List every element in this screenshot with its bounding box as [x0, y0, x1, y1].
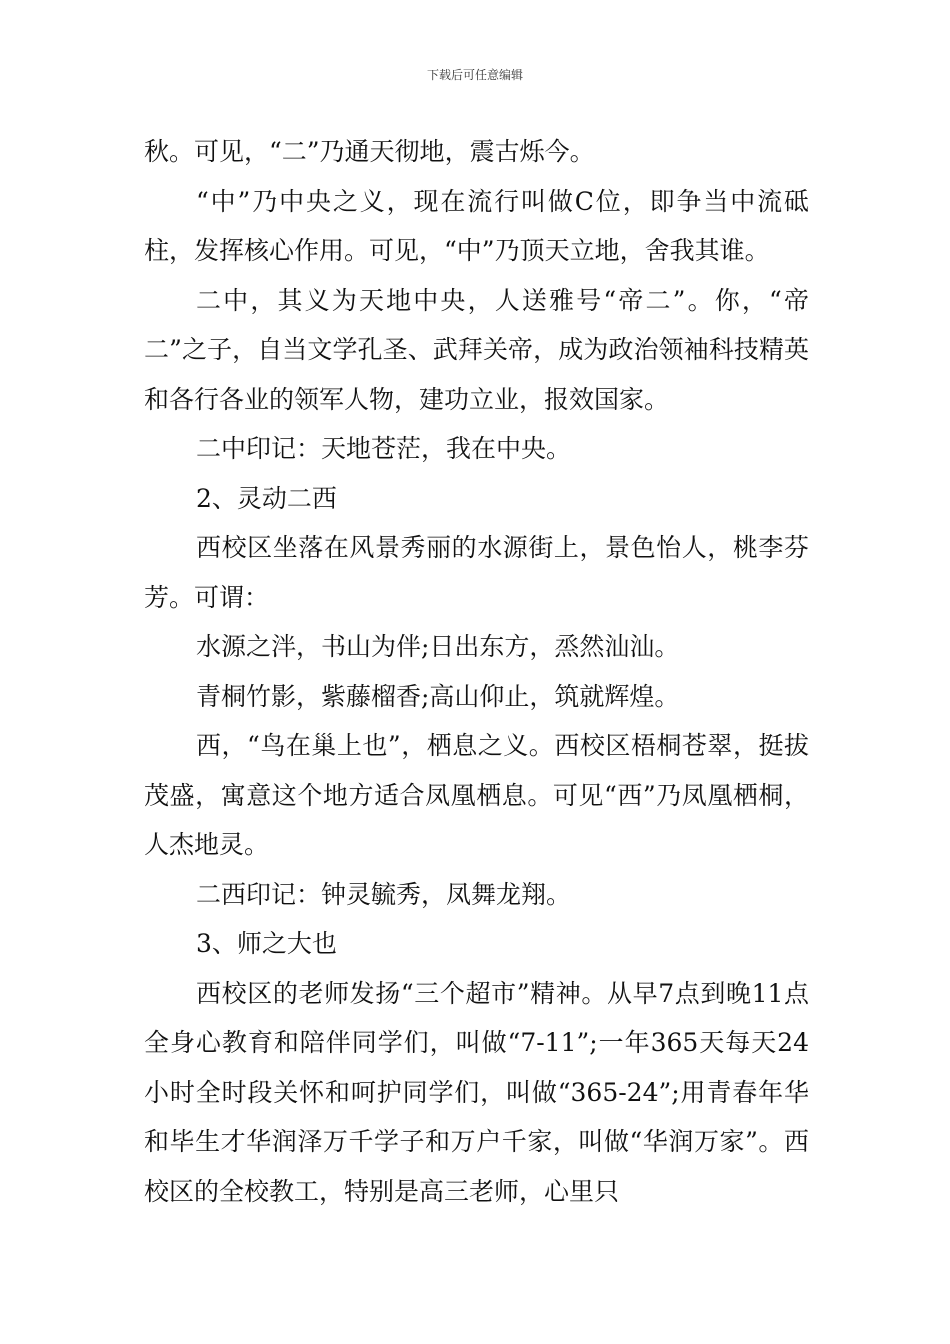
paragraph: 二中，其义为天地中央，人送雅号“帝二”。你，“帝二”之子，自当文学孔圣、武拜关帝，成为政治领袖科技精英和各行各业的领军人物，建功立业，报效国家。 [144, 285, 809, 414]
section-heading: 2、灵动二西 [196, 483, 337, 513]
document-body [144, 127, 809, 1216]
paragraph: 秋。可见，“二”乃通天彻地，震古烁今。 [144, 137, 595, 166]
section-heading: 3、师之大也 [196, 929, 337, 958]
verse-line: 青桐竹影，紫藤榴香;高山仰止，筑就辉煌。 [196, 681, 680, 711]
paragraph: 西校区的老师发扬“三个超市”精神。从早7点到晚11点全身心教育和陪伴同学们，叫做“7-11”;一年365天每天24小时全时段关怀和呵护同学们，叫做“365-24”;用青春年华和毕生才华润泽万千学子和万户千家，叫做“华润万家”。西校区的全校教工，特别是高三老师，心里只 [144, 978, 809, 1206]
paragraph: 西，“鸟在巢上也”，栖息之义。西校区梧桐苍翠，挺拔茂盛，寓意这个地方适合凤凰栖息。可见“西”乃凤凰栖桐，人杰地灵。 [144, 731, 809, 859]
paragraph: “中”乃中央之义，现在流行叫做C位，即争当中流砥柱，发挥核心作用。可见，“中”乃顶天立地，舍我其谁。 [144, 186, 809, 265]
paragraph: 西校区坐落在风景秀丽的水源街上，景色怡人，桃李芬芳。可谓： [144, 533, 809, 612]
page-header: 下载后可任意编辑 [426, 68, 523, 82]
paragraph: 二中印记：天地苍茫，我在中央。 [196, 434, 572, 463]
verse-line: 水源之泮，书山为伴;日出东方，烝然汕汕。 [196, 632, 680, 661]
paragraph: 二西印记：钟灵毓秀，凤舞龙翔。 [196, 879, 572, 909]
